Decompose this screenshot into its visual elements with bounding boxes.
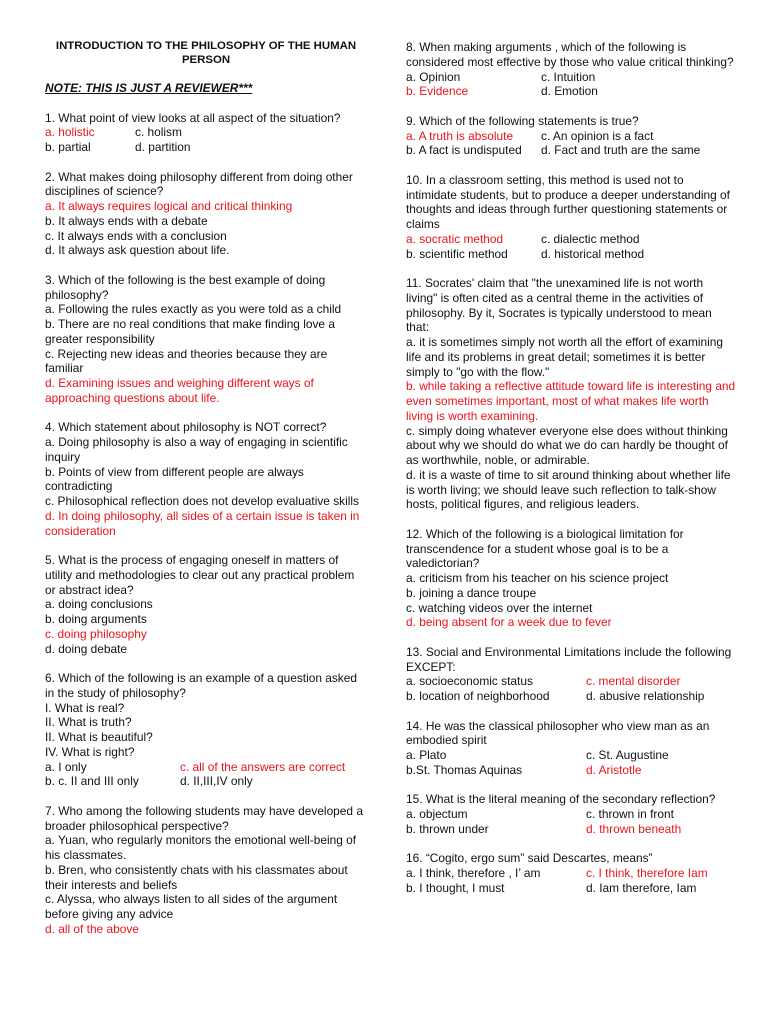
option-d: d. historical method xyxy=(541,246,645,261)
option-grid xyxy=(406,129,736,159)
option-c-answer: c. mental disorder xyxy=(586,674,681,689)
question-13 xyxy=(406,645,736,704)
question-9 xyxy=(406,114,736,158)
question-12 xyxy=(406,527,736,630)
option-a-answer: a. holistic xyxy=(45,125,95,140)
option-d-answer: d. In doing philosophy, all sides of a certain issue is taken in consideration xyxy=(45,508,360,538)
question-4 xyxy=(45,420,367,538)
option-a-answer: a. It always requires logical and critical thinking xyxy=(45,199,293,213)
option-d-answer: d. being absent for a week due to fever xyxy=(406,615,612,630)
option-grid xyxy=(406,232,736,262)
option-grid xyxy=(406,70,736,100)
option-c: c. dialectic method xyxy=(541,231,640,246)
option-b-answer: b. while taking a reflective attitude toward life is interesting and even sometimes important, most of what makes life worth living is worth examining. xyxy=(406,379,736,423)
option-c: c. It always ends with a conclusion xyxy=(45,228,227,243)
question-16 xyxy=(406,851,736,895)
option-b: b. It always ends with a debate xyxy=(45,213,208,228)
option-c: c. holism xyxy=(135,125,182,140)
option-a: a. Yuan, who regularly monitors the emotional well-being of his classmates. xyxy=(45,833,357,862)
option-b: b. scientific method xyxy=(406,246,508,261)
option-a: a. doing conclusions xyxy=(45,597,153,612)
question-text: 15. What is the literal meaning of the secondary reflection? xyxy=(406,792,716,807)
question-text: 4. Which statement about philosophy is NOT correct? xyxy=(45,420,327,435)
option-d-answer: d. thrown beneath xyxy=(586,821,682,836)
option-d: d. doing debate xyxy=(45,641,127,656)
option-d: d. It always ask question about life. xyxy=(45,243,230,258)
question-8 xyxy=(406,40,736,99)
roman-item-2: II. What is truth? xyxy=(45,715,132,730)
option-a: a. criticism from his teacher on his science project xyxy=(406,571,669,585)
question-text: 3. Which of the following is the best example of doing philosophy? xyxy=(45,272,326,302)
question-text: 2. What makes doing philosophy different from doing other disciplines of science? xyxy=(45,169,353,199)
option-d: d. II,III,IV only xyxy=(180,774,253,789)
question-text: 9. Which of the following statements is true? xyxy=(406,113,639,128)
roman-item-1: I. What is real? xyxy=(45,700,125,715)
question-2 xyxy=(45,170,367,259)
roman-item-4: IV. What is right? xyxy=(45,744,135,759)
option-a: a. objectum xyxy=(406,807,468,821)
option-b: b. partial xyxy=(45,140,91,154)
question-5 xyxy=(45,553,367,656)
option-c: c. simply doing whatever everyone else does without thinking about why we should do what we do can hardly be thought of as worthwhile, noble, or admirable. xyxy=(406,423,728,467)
question-text: 12. Which of the following is a biological limitation for transcendence for a student whose goal is to be a valedictorian? xyxy=(406,526,684,571)
option-b: b. joining a dance troupe xyxy=(406,585,537,600)
option-grid xyxy=(406,807,736,837)
question-text: 7. Who among the following students may have developed a broader philosophical perspective? xyxy=(45,803,363,833)
option-a-answer: a. A truth is absolute xyxy=(406,128,514,143)
option-c: c. thrown in front xyxy=(586,807,674,821)
option-c-answer: c. all of the answers are correct xyxy=(180,759,346,774)
option-b: b. I thought, I must xyxy=(406,880,505,895)
document-title: INTRODUCTION TO THE PHILOSOPHY OF THE HUMAN PERSON xyxy=(55,40,357,66)
question-15 xyxy=(406,792,736,836)
option-a: a. it is sometimes simply not worth all the effort of examining life and its problems in great detail; sometimes it is better simply to "go with the flow." xyxy=(406,335,723,379)
option-b: b. Points of view from different people are always contradicting xyxy=(45,464,304,494)
option-b: b.St. Thomas Aquinas xyxy=(406,762,523,777)
option-c: c. Alyssa, who always listen to all sides of the argument before giving any advice xyxy=(45,892,338,921)
question-text: 10. In a classroom setting, this method is used not to intimidate students, but to produce a deeper understanding of thoughts and ideas through further questioning statements or claims xyxy=(406,172,730,231)
question-text: 16. “Cogito, ergo sum” said Descartes, means” xyxy=(406,851,653,866)
option-b: b. Bren, who consistently chats with his classmates about their interests and beliefs xyxy=(45,862,348,892)
option-grid xyxy=(45,125,367,155)
option-a: a. Following the rules exactly as you were told as a child xyxy=(45,302,342,317)
option-d: d. partition xyxy=(135,140,191,154)
left-column xyxy=(45,40,367,937)
option-d-answer: d. all of the above xyxy=(45,921,139,936)
option-d: d. abusive relationship xyxy=(586,689,705,703)
option-b: b. c. II and III only xyxy=(45,774,139,789)
option-a: a. I think, therefore , I’ am xyxy=(406,866,541,880)
reviewer-note: NOTE: THIS IS JUST A REVIEWER*** xyxy=(45,81,253,95)
question-text: 5. What is the process of engaging oneself in matters of utility and methodologies to clear out any practical problem or abstract idea? xyxy=(45,553,355,597)
question-1 xyxy=(45,111,367,155)
option-d-answer: d. Aristotle xyxy=(586,762,642,777)
question-10 xyxy=(406,173,736,262)
option-a: a. Plato xyxy=(406,748,447,762)
question-7 xyxy=(45,804,367,937)
question-11 xyxy=(406,276,736,512)
option-grid xyxy=(406,674,736,704)
option-grid xyxy=(406,866,736,896)
option-d: d. Iam therefore, Iam xyxy=(586,880,697,895)
option-c-answer: c. doing philosophy xyxy=(45,626,147,641)
question-text: 11. Socrates' claim that "the unexamined life is not worth living" is often cited as a central theme in the activities of philosophy. By it, Socrates is typically understood to mean that: xyxy=(406,276,712,335)
question-text: 6. Which of the following is an example of a question asked in the study of philosophy? xyxy=(45,671,357,700)
option-a: a. Doing philosophy is also a way of engaging in scientific inquiry xyxy=(45,435,348,464)
question-text: 14. He was the classical philosopher who view man as an embodied spirit xyxy=(406,718,710,748)
option-c: c. An opinion is a fact xyxy=(541,128,654,143)
question-14 xyxy=(406,719,736,778)
option-c: c. Intuition xyxy=(541,69,596,84)
option-a: a. I only xyxy=(45,759,87,774)
option-b: b. A fact is undisputed xyxy=(406,143,522,158)
right-column xyxy=(406,40,736,896)
option-grid xyxy=(45,760,367,790)
question-3 xyxy=(45,273,367,406)
option-grid xyxy=(406,748,736,778)
option-d: d. Fact and truth are the same xyxy=(541,143,701,158)
option-c-answer: c. I think, therefore Iam xyxy=(586,866,708,880)
question-text: 1. What point of view looks at all aspect of the situation? xyxy=(45,110,341,125)
option-d: d. Emotion xyxy=(541,84,598,99)
option-d: d. it is a waste of time to sit around thinking about whether life is worth living; we should leave such reflection to talk-show hosts, political figures, and religious leaders. xyxy=(406,467,731,512)
roman-item-3: II. What is beautiful? xyxy=(45,730,153,744)
option-c: c. St. Augustine xyxy=(586,748,669,762)
option-b: b. thrown under xyxy=(406,821,489,836)
option-a: a. socioeconomic status xyxy=(406,674,533,689)
option-a: a. Opinion xyxy=(406,69,461,84)
option-d-answer: d. Examining issues and weighing different ways of approaching questions about life. xyxy=(45,376,314,405)
question-text: 8. When making arguments , which of the following is considered most effective by those who value critical thinking? xyxy=(406,40,734,69)
question-6 xyxy=(45,671,367,789)
option-c: c. Philosophical reflection does not develop evaluative skills xyxy=(45,494,359,508)
option-a-answer: a. socratic method xyxy=(406,231,504,246)
option-b: b. There are no real conditions that make finding love a greater responsibility xyxy=(45,317,335,346)
option-b: b. doing arguments xyxy=(45,612,147,626)
question-text: 13. Social and Environmental Limitations include the following EXCEPT: xyxy=(406,644,732,674)
option-b-answer: b. Evidence xyxy=(406,84,469,99)
option-c: c. Rejecting new ideas and theories because they are familiar xyxy=(45,346,328,376)
option-b: b. location of neighborhood xyxy=(406,689,550,703)
option-c: c. watching videos over the internet xyxy=(406,600,593,615)
